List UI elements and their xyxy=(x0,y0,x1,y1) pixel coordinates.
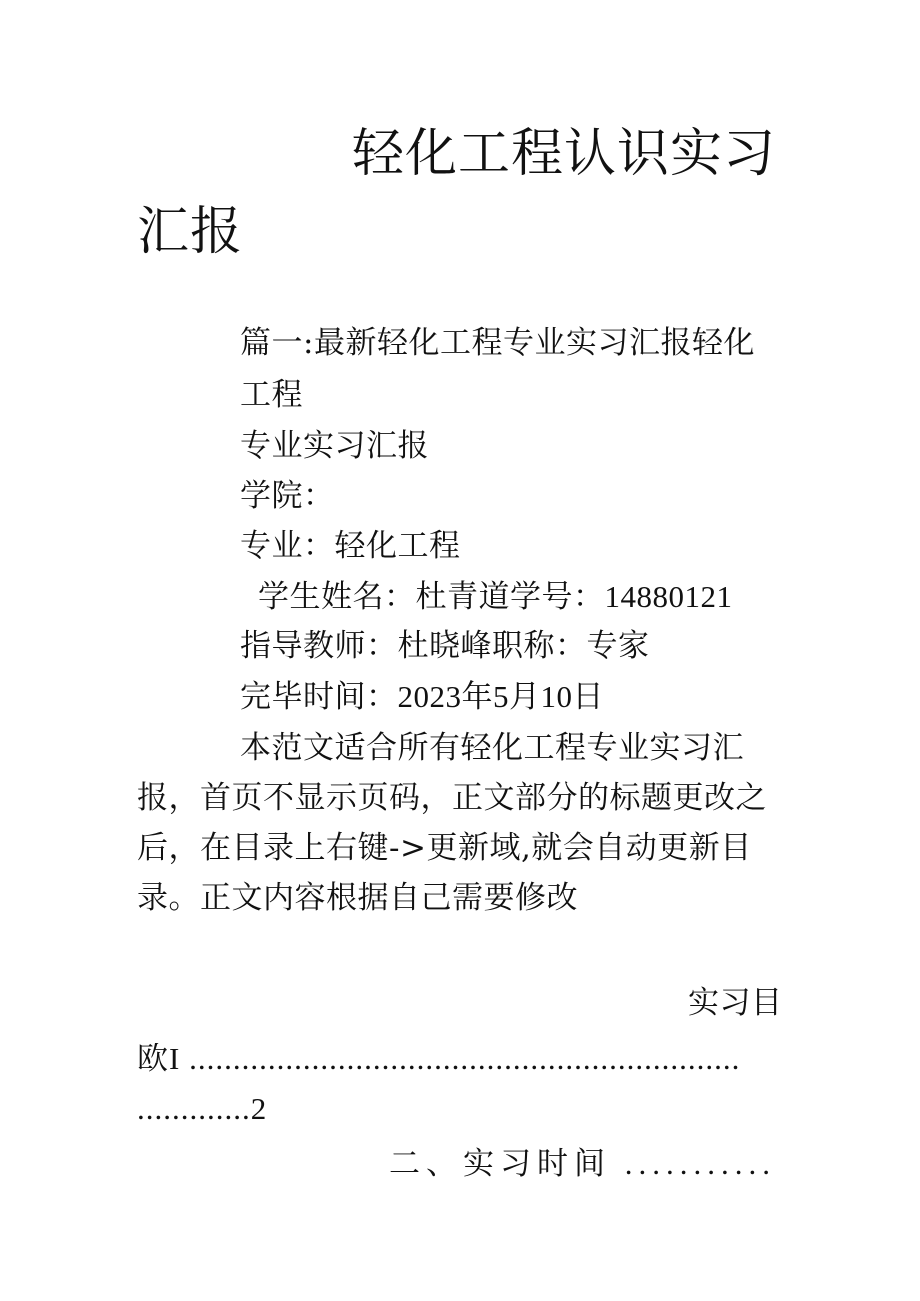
document-title-line-2: 汇报 xyxy=(137,202,244,262)
toc-entry-1-line-1[interactable]: 欧I ............................................................... xyxy=(137,1043,741,1074)
completion-date-line: 完毕时间：2023年5月10日 xyxy=(240,679,604,714)
report-name: 专业实习汇报 xyxy=(240,428,429,464)
note-paragraph-line-1: 本范文适合所有轻化工程专业实习汇 xyxy=(240,730,744,766)
student-info-line: 学生姓名：杜青道学号：14880121 xyxy=(258,579,733,614)
section-heading-line-2: 工程 xyxy=(240,377,303,413)
advisor-info-line: 指导教师：杜晓峰职称：专家 xyxy=(240,628,650,664)
document-title-line-1: 轻化工程认识实习 xyxy=(352,124,777,184)
major-field: 专业：轻化工程 xyxy=(240,528,461,564)
section-heading-line-1: 篇一:最新轻化工程专业实习汇报轻化 xyxy=(240,325,755,361)
toc-entry-2[interactable]: 二、实习时间 ........... xyxy=(389,1146,776,1181)
college-field: 学院： xyxy=(240,478,335,514)
toc-heading: 实习目 xyxy=(688,985,783,1021)
note-paragraph-line-3: 后，在目录上右键->更新域,就会自动更新目 xyxy=(137,830,752,866)
note-paragraph-line-4: 录。正文内容根据自己需要修改 xyxy=(137,880,578,916)
toc-entry-1-line-2[interactable]: .............2 xyxy=(137,1091,268,1126)
note-paragraph-line-2: 报，首页不显示页码，正文部分的标题更改之 xyxy=(137,780,767,816)
